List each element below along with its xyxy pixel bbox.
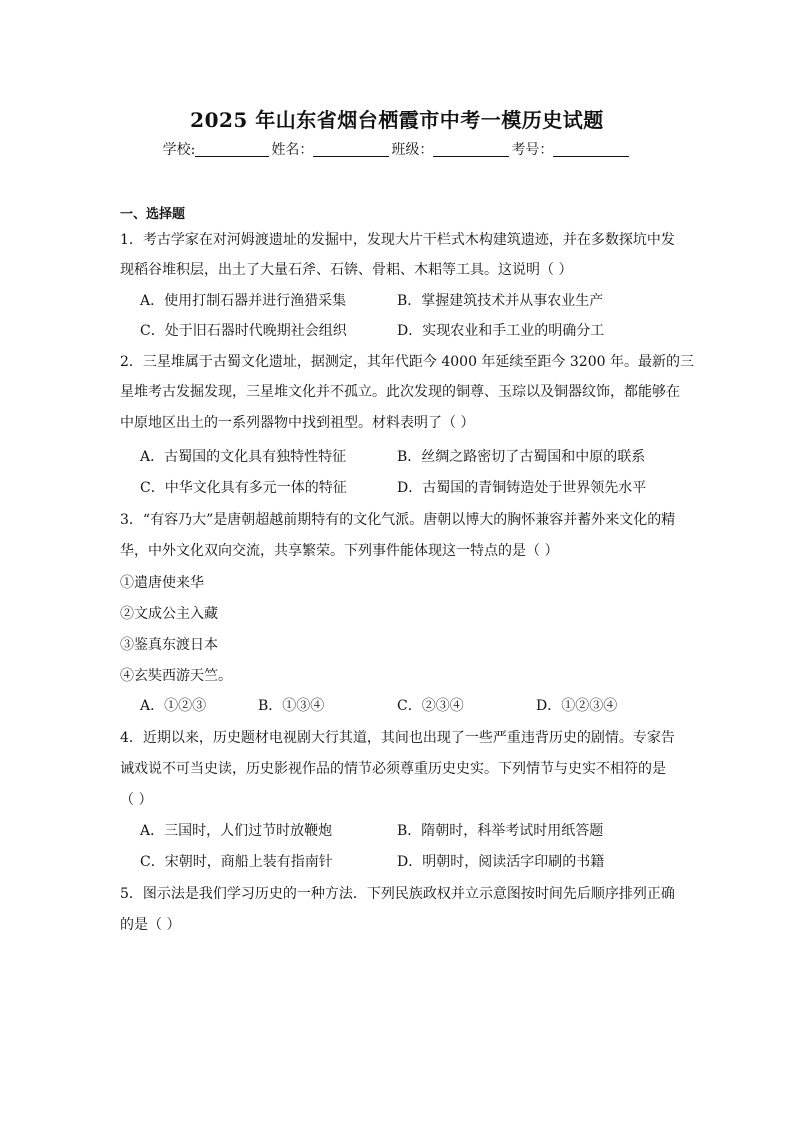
number-label: 考号： [511, 142, 554, 158]
question-4-option-d: D．明朝时，阅读活字印刷的书籍 [397, 854, 605, 870]
question-4-option-c: C．宋朝时，商船上装有指南针 [140, 854, 333, 870]
question-3-item-3: ③鉴真东渡日本 [120, 637, 218, 653]
number-blank[interactable] [553, 142, 629, 157]
question-1-option-a: A．使用打制石器并进行渔猎采集 [140, 293, 347, 309]
question-3-item-4: ④玄奘西游天竺。 [120, 668, 232, 684]
class-blank[interactable] [433, 142, 509, 157]
school-blank[interactable] [195, 142, 269, 157]
question-2-option-c: C．中华文化具有多元一体的特征 [140, 480, 347, 496]
question-3-option-c: C．②③④ [397, 698, 464, 714]
question-3-option-a: A．①②③ [140, 698, 207, 714]
name-blank[interactable] [313, 142, 389, 157]
question-1-line-2: 现稻谷堆积层，出土了大量石斧、石锛、骨耜、木耜等工具。这说明（ ） [120, 262, 573, 278]
question-4-line-1: 4．近期以来，历史题材电视剧大行其道，其间也出现了一些严重违背历史的剧情。专家告 [120, 730, 675, 746]
question-3-line-1: 3．“有容乃大”是唐朝超越前期特有的文化气派。唐朝以博大的胸怀兼容并蓄外来文化的精 [120, 512, 676, 528]
question-1-line-1: 1．考古学家在对河姆渡遗址的发掘中，发现大片干栏式木构建筑遗迹，并在多数探坑中发 [120, 232, 675, 248]
question-2-option-a: A．古蜀国的文化具有独特性特征 [140, 449, 347, 465]
question-2-line-1: 2．三星堆属于古蜀文化遗址，据测定，其年代距今 4000 年延续至距今 3200 年。最新的三 [120, 354, 694, 370]
question-1-option-b: B．掌握建筑技术并从事农业生产 [397, 293, 604, 309]
question-4-option-a: A．三国时，人们过节时放鞭炮 [140, 823, 333, 839]
question-4-line-3: （ ） [120, 792, 153, 808]
question-4-line-2: 诫戏说不可当史读，历史影视作品的情节必须尊重历史史实。下列情节与史实不相符的是 [120, 761, 666, 777]
question-3-option-b: B．①③④ [258, 698, 325, 714]
question-3-item-2: ②文成公主入藏 [120, 606, 218, 622]
question-1-option-d: D．实现农业和手工业的明确分工 [397, 323, 605, 339]
student-info-row [0, 139, 794, 159]
exam-title: 2025 年山东省烟台栖霞市中考一模历史试题 [190, 108, 604, 132]
question-1-option-c: C．处于旧石器时代晚期社会组织 [140, 323, 347, 339]
section-title: 一、选择题 [120, 207, 186, 222]
name-label: 姓名： [271, 142, 314, 158]
question-3-option-d: D．①②③④ [536, 698, 618, 714]
question-3-line-2: 华，中外文化双向交流，共享繁荣。下列事件能体现这一特点的是（ ） [120, 543, 559, 559]
question-3-item-1: ①遣唐使来华 [120, 575, 204, 591]
class-label: 班级： [391, 142, 434, 158]
question-5-line-1: 5．图示法是我们学习历史的一种方法．下列民族政权并立示意图按时间先后顺序排列正确 [120, 886, 675, 902]
question-2-line-3: 中原地区出土的一系列器物中找到祖型。材料表明了（ ） [120, 415, 475, 431]
question-2-option-b: B．丝绸之路密切了古蜀国和中原的联系 [397, 449, 646, 465]
school-label: 学校: [162, 142, 196, 158]
question-2-option-d: D．古蜀国的青铜铸造处于世界领先水平 [397, 480, 647, 496]
question-4-option-b: B．隋朝时，科举考试时用纸答题 [397, 823, 604, 839]
question-2-line-2: 星堆考古发掘发现，三星堆文化并不孤立。此次发现的铜尊、玉琮以及铜器纹饰，都能够在 [120, 384, 680, 400]
question-5-line-2: 的是（ ） [120, 917, 181, 933]
